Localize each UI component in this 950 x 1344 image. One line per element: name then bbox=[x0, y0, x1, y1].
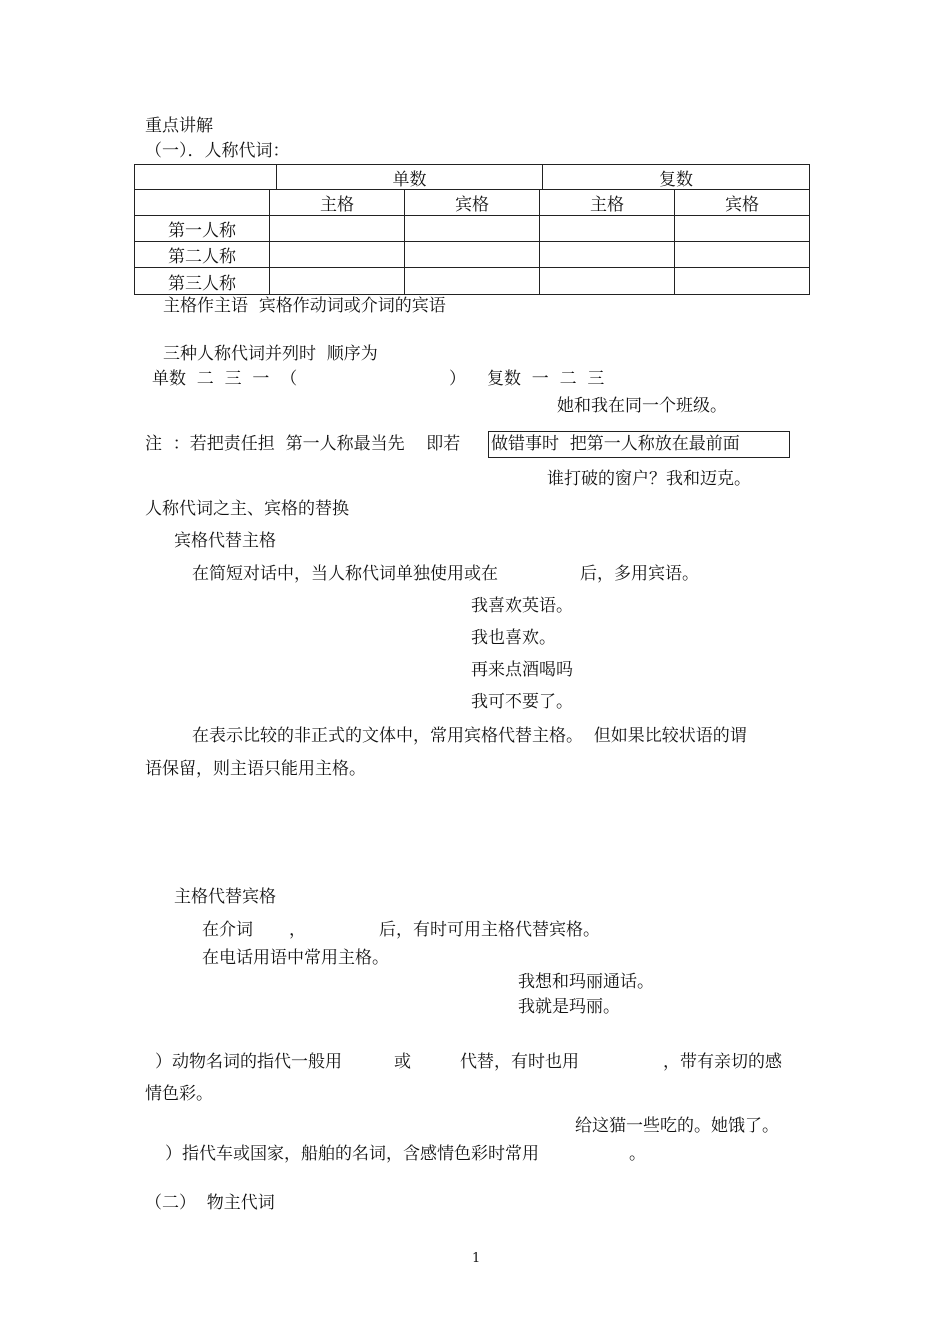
table-col-header: 宾格 bbox=[674, 189, 810, 216]
table-cell bbox=[539, 267, 675, 295]
text-line: 后，多用宾语。 bbox=[580, 564, 699, 584]
paragraph-line: 代替，有时也用 bbox=[460, 1052, 579, 1072]
table-corner-cell bbox=[134, 164, 277, 190]
table-cell bbox=[674, 215, 810, 242]
pronoun-table bbox=[134, 164, 810, 295]
subheading: 主格代替宾格 bbox=[174, 887, 276, 907]
table-cell bbox=[539, 241, 675, 268]
example-sentence: 我想和玛丽通话。 bbox=[518, 972, 654, 992]
table-cell bbox=[674, 267, 810, 295]
example-sentence: 她和我在同一个班级。 bbox=[557, 396, 727, 416]
section-title-personal-pronouns: （一）．人称代词： bbox=[145, 141, 290, 161]
table-cell bbox=[539, 215, 675, 242]
table-cell bbox=[269, 267, 405, 295]
text-line: 在电话用语中常用主格。 bbox=[202, 948, 389, 968]
table-row-header: 第二人称 bbox=[134, 241, 270, 268]
table-header-singular: 单数 bbox=[276, 164, 543, 190]
table-blank-cell bbox=[134, 189, 270, 216]
example-sentence: 我也喜欢。 bbox=[471, 628, 556, 648]
subheading: 宾格代替主格 bbox=[174, 531, 276, 551]
text-line: 复数 一 二 三 bbox=[487, 369, 605, 389]
section-title-possessive-pronouns: （二） 物主代词 bbox=[145, 1193, 275, 1213]
table-cell bbox=[674, 241, 810, 268]
example-sentence: 我可不要了。 bbox=[471, 692, 573, 712]
text-line: 主格作主语 宾格作动词或介词的宾语 bbox=[163, 296, 446, 316]
boxed-text: 做错事时 把第一人称放在最前面 bbox=[491, 434, 740, 454]
text-line: ） bbox=[449, 369, 466, 389]
table-cell bbox=[269, 241, 405, 268]
heading: 重点讲解 bbox=[145, 116, 213, 136]
example-sentence: 我喜欢英语。 bbox=[471, 596, 573, 616]
paragraph-line: 。 bbox=[629, 1144, 646, 1164]
table-col-header: 主格 bbox=[269, 189, 405, 216]
table-col-header: 宾格 bbox=[404, 189, 540, 216]
note-text: 注 ：若把责任担 第一人称最当先 即若 bbox=[145, 434, 461, 454]
table-col-header: 主格 bbox=[539, 189, 675, 216]
subheading: 人称代词之主、宾格的替换 bbox=[145, 499, 349, 519]
text-line: 在简短对话中，当人称代词单独使用或在 bbox=[192, 564, 498, 584]
paragraph-line: ）动物名词的指代一般用 bbox=[155, 1052, 342, 1072]
text-line: 在介词 bbox=[202, 920, 253, 940]
paragraph-line: ，带有亲切的感 bbox=[663, 1052, 782, 1072]
paragraph-line: 或 bbox=[394, 1052, 411, 1072]
paragraph-line: ）指代车或国家，船舶的名词，含感情色彩时常用 bbox=[165, 1144, 539, 1164]
example-sentence: 给这猫一些吃的。她饿了。 bbox=[575, 1116, 779, 1136]
text-line: ， bbox=[289, 920, 306, 940]
table-row-header: 第一人称 bbox=[134, 215, 270, 242]
table-cell bbox=[404, 215, 540, 242]
text-line: 三种人称代词并列时 顺序为 bbox=[163, 344, 378, 364]
text-line: 单数 二 三 一 （ bbox=[152, 369, 298, 389]
table-cell bbox=[269, 215, 405, 242]
table-row-header: 第三人称 bbox=[134, 267, 270, 295]
example-sentence: 谁打破的窗户？我和迈克。 bbox=[547, 469, 751, 489]
table-header-plural: 复数 bbox=[542, 164, 810, 190]
paragraph-line: 情色彩。 bbox=[145, 1084, 213, 1104]
table-cell bbox=[404, 241, 540, 268]
table-cell bbox=[404, 267, 540, 295]
example-sentence: 我就是玛丽。 bbox=[518, 997, 620, 1017]
example-sentence: 再来点酒喝吗 bbox=[471, 660, 573, 680]
paragraph-line: 语保留，则主语只能用主格。 bbox=[145, 759, 366, 779]
page-number: 1 bbox=[472, 1251, 481, 1266]
text-line: 后，有时可用主格代替宾格。 bbox=[379, 920, 600, 940]
paragraph-line: 在表示比较的非正式的文体中，常用宾格代替主格。 但如果比较状语的谓 bbox=[192, 726, 747, 746]
